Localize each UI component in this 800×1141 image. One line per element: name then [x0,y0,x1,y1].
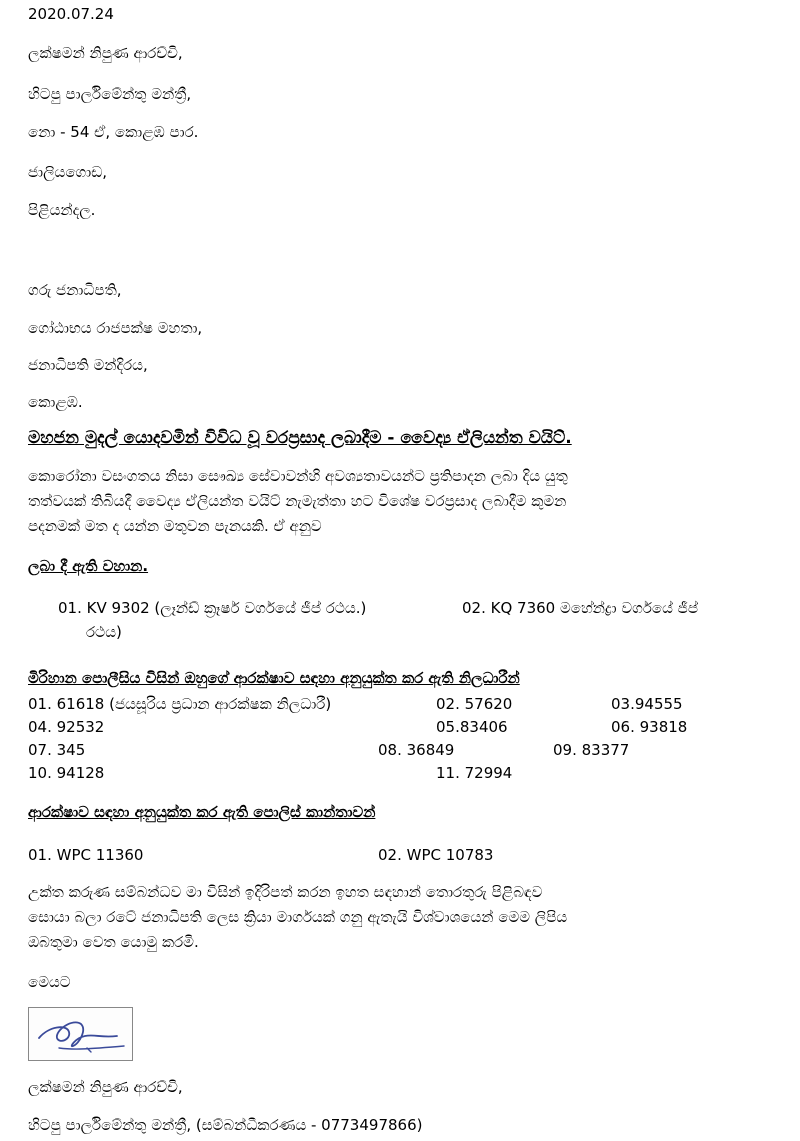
handwritten-signature [28,1007,133,1061]
signatory-name: ලක්ෂමන් නිපුණ ආරච්චි, [28,1078,183,1096]
sender-title: හිටපු පාර්ලිමේන්තු මන්ත්‍රී, [28,85,192,103]
officer-06: 06. 93818 [611,718,688,736]
officer-11: 11. 72994 [436,764,513,782]
sender-address-line-3: පිළියන්දල. [28,201,96,219]
recipient-line-1: ගරු ජනාධිපති, [28,281,122,299]
officer-09: 09. 83377 [553,741,630,759]
recipient-line-4: කොළඹ. [28,393,83,411]
closing-line-1: උක්ත කරුණ සම්බන්ධව මා විසින් ඉදිරිපත් කරන ඉහත සඳහාන් තොරතුරු පිළිබඳව [28,883,543,901]
sender-name: ලක්ෂමන් නිපුණ ආරච්චි, [28,44,183,62]
officer-07: 07. 345 [28,741,86,759]
intro-line-2: තත්වයක් තිබියදී වෛද්‍ය ඒලියන්ත වයිට් නැමැත්තා හට විශේෂ වරප්‍රසාද ලබාදීම කුමන [28,492,567,510]
recipient-line-3: ජනාධිපති මන්දිරය, [28,356,148,374]
police-women-heading: ආරක්ෂාව සඳහා අනුයුක්ත කර ඇති පොලිස් කාන්තාවන් [28,803,376,821]
intro-line-3: පදනමක් මත ද යන්න මතුවන පැනයකි. ඒ අනුව [28,517,322,535]
closing-line-2: සොයා බලා රටේ ජනාධිපති ලෙස ක්‍රියා මාර්ගයක් ගනු ඇතැයි විශ්වාශයෙන් මෙම ලිපිය [28,908,568,926]
sender-address-line-1: නො - 54 ඒ, කොළඹ පාර. [28,123,199,141]
closing-line-3: ඔබතුමා වෙත යොමු කරමි. [28,933,199,951]
intro-line-1: කොරෝනා වසංගතය නිසා සෞඛ්‍ය සේවාවන්හි අවශ්‍යතාවයන්ට ප්‍රතිපාදන ලබා දිය යුතු [28,467,568,485]
officer-02: 02. 57620 [436,695,513,713]
signatory-title: හිටපු පාර්ලිමේන්තු මන්ත්‍රී, (සම්බන්ධීකරණය - 0773497866) [28,1116,423,1134]
vehicle-item-2-continued: රථය) [86,623,122,641]
officer-08: 08. 36849 [378,741,455,759]
letter-subject: මහජන මුදල් යොදවමින් විවිධ වූ වරප්‍රසාද ලබාදීම - වෛද්‍ය ඒලියන්ත වයිට්. [28,428,572,448]
officer-05: 05.83406 [436,718,508,736]
recipient-line-2: ගෝඨාභය රාජපක්ෂ මහතා, [28,319,203,337]
letter-date: 2020.07.24 [28,5,114,23]
officer-10: 10. 94128 [28,764,105,782]
officer-01: 01. 61618 (ජයසූරිය ප්‍රධාන ආරක්ෂක නිලධාරී) [28,695,332,713]
officers-heading: මිරිහාන පොලීසිය විසින් ඔහුගේ ආරක්ෂාව සඳහා අනුයුක්ත කර ඇති නිලධාරීන් [28,669,520,687]
sign-off: මෙයට [28,973,71,991]
vehicle-item-2: 02. KQ 7360 මහේන්ද්‍රා වර්ගයේ ජීප් [462,599,698,617]
police-woman-2: 02. WPC 10783 [378,846,494,864]
signature-icon [29,1008,132,1060]
officer-03: 03.94555 [611,695,683,713]
vehicles-heading: ලබා දී ඇති වහාන. [28,557,149,575]
vehicle-item-1: 01. KV 9302 (ලෑන්ඩ් ක්‍රෑෂර් වර්ගයේ ජීප් රථය.) [58,599,367,617]
police-woman-1: 01. WPC 11360 [28,846,144,864]
sender-address-line-2: ජාලියගොඩ, [28,163,108,181]
officer-04: 04. 92532 [28,718,105,736]
